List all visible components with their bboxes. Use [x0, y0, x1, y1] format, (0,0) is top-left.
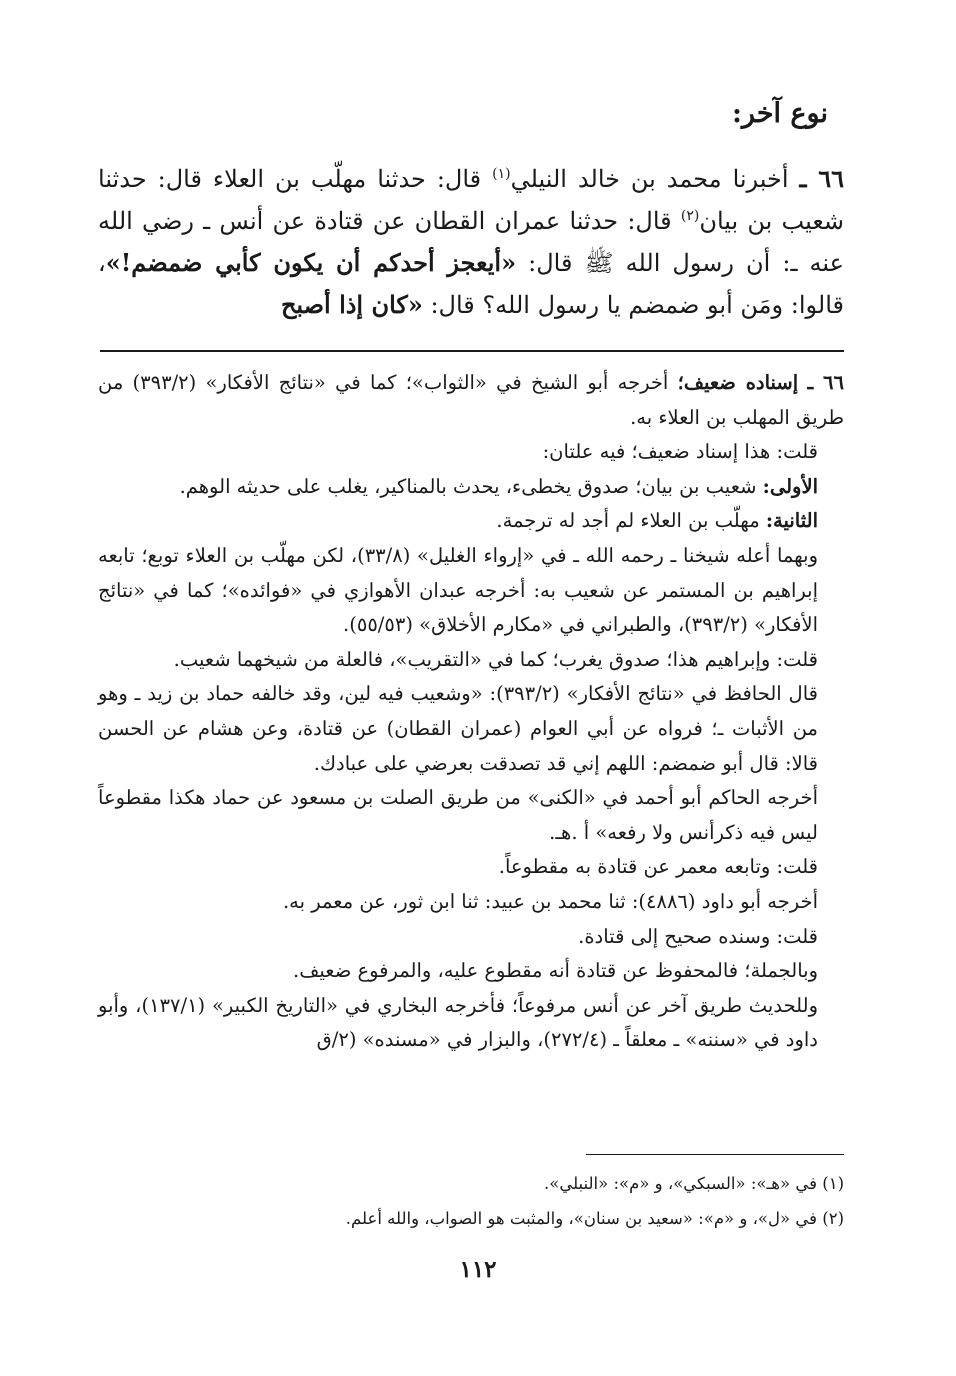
note-paragraph: قال الحافظ في «نتائج الأفكار» (٣٩٣/٢): «وشعيب فيه لين، وقد خالفه حماد بن زيد ـ وهو من الأثبات ـ؛ فرواه عن أبي العوام (عمران القطان) عن قتادة، وعن هشام عن الحسن قالا: قال أبو ضمضم: اللهم إني قد تصدقت بعرضي على عبادك. [98, 682, 818, 775]
hadith-chain-part3: قال: حدثنا عمران القطان عن قتادة عن أنس ـ رضي الله عنه ـ: أن رسول الله ﷺ قال: [98, 207, 844, 277]
section-heading: نوع آخر: [731, 98, 828, 129]
note-grade: إسناده ضعيف؛ [677, 371, 799, 394]
commentary [98, 366, 844, 1058]
hadith-text [98, 158, 844, 326]
note-paragraph: وبهما أعله شيخنا ـ رحمه الله ـ في «إرواء الغليل» (٣٣/٨)، لكن مهلّب بن العلاء توبع؛ تابعه إبراهيم بن المستمر عن شعيب به: أخرجه عبدان الأهوازي في «فوائده»؛ كما في «نتائج الأفكار» (٣٩٣/٢)، والطبراني في «مكارم الأخلاق» (٥٥/٥٣). [98, 543, 818, 637]
note-paragraph: وللحديث طريق آخر عن أنس مرفوعاً؛ فأخرجه البخاري في «التاريخ الكبير» (١٣٧/١)، وأبو داود في «سننه» ـ معلقاً ـ (٢٧٢/٤)، والبزار في «مسنده» (٢/ق [98, 993, 819, 1052]
note-paragraph: قلت: هذا إسناد ضعيف؛ فيه علتان: [542, 440, 818, 464]
note-paragraph: قلت: وإبراهيم هذا؛ صدوق يغرب؛ كما في «التقريب»، فالعلة من شيخهما شعيب. [173, 647, 818, 671]
footnote-1: (١) في «هـ»: «السبكي»، و «م»: «النبلي». [544, 1174, 844, 1193]
note-first-defect [98, 470, 844, 505]
second-defect-text: مهلّب بن العلاء لم أجد له ترجمة. [496, 509, 760, 533]
hadith-chain-part1: أخبرنا محمد بن خالد النيلي [510, 165, 789, 193]
note-second-defect [98, 504, 844, 539]
first-defect-label: الأولى: [762, 474, 818, 498]
note-number: ٦٦ ـ [807, 371, 844, 394]
note-paragraph: أخرجه أبو داود (٤٨٨٦): ثنا محمد بن عبيد: ثنا ابن ثور، عن معمر به. [282, 889, 818, 913]
hadith-number: ٦٦ ـ [799, 164, 844, 193]
note-takhrij [98, 366, 844, 435]
footnote-mark-1: (١) [492, 166, 511, 182]
footnotes [98, 1166, 844, 1236]
note-takhrij-text: أخرجه أبو الشيخ في «الثواب»؛ كما في «نتائج الأفكار» (٣٩٣/٢) من طريق المهلب بن العلاء به. [98, 371, 844, 429]
hadith-quote-2: «كان إذا أصبح [280, 290, 423, 319]
page-number: ١١٢ [459, 1256, 497, 1283]
note-paragraph: قلت: وتابعه معمر عن قتادة به مقطوعاً. [498, 855, 818, 879]
text-divider [100, 350, 844, 352]
note-paragraph: قلت: وسنده صحيح إلى قتادة. [578, 924, 818, 948]
note-paragraph: وبالجملة؛ فالمحفوظ عن قتادة أنه مقطوع عليه، والمرفوع ضعيف. [293, 959, 818, 983]
second-defect-label: الثانية: [765, 509, 818, 533]
hadith-text-part4: ، قالوا: ومَن أبو ضمضم يا رسول الله؟ قال: [98, 249, 844, 319]
hadith-quote-1: «أيعجز أحدكم أن يكون كأبي ضمضم!» [105, 248, 517, 277]
note-paragraph: أخرجه الحاكم أبو أحمد في «الكنى» من طريق الصلت بن مسعود عن حماد هكذا مقطوعاً ليس فيه ذكرأنس ولا رفعه» أ .هـ. [98, 786, 818, 844]
hadith-paragraph [98, 158, 844, 326]
footnote-2: (٢) في «ل»، و «م»: «سعيد بن سنان»، والمثبت هو الصواب، والله أعلم. [345, 1209, 844, 1228]
hadith-chain-part2: قال: حدثنا مهلّب بن العلاء قال: حدثنا شعيب بن بيان [98, 165, 845, 235]
first-defect-text: شعيب بن بيان؛ صدوق يخطىء، يحدث بالمناكير، يغلب على حديثه الوهم. [179, 474, 757, 498]
footnote-divider [586, 1154, 844, 1155]
footnote-mark-2: (٢) [680, 208, 700, 224]
